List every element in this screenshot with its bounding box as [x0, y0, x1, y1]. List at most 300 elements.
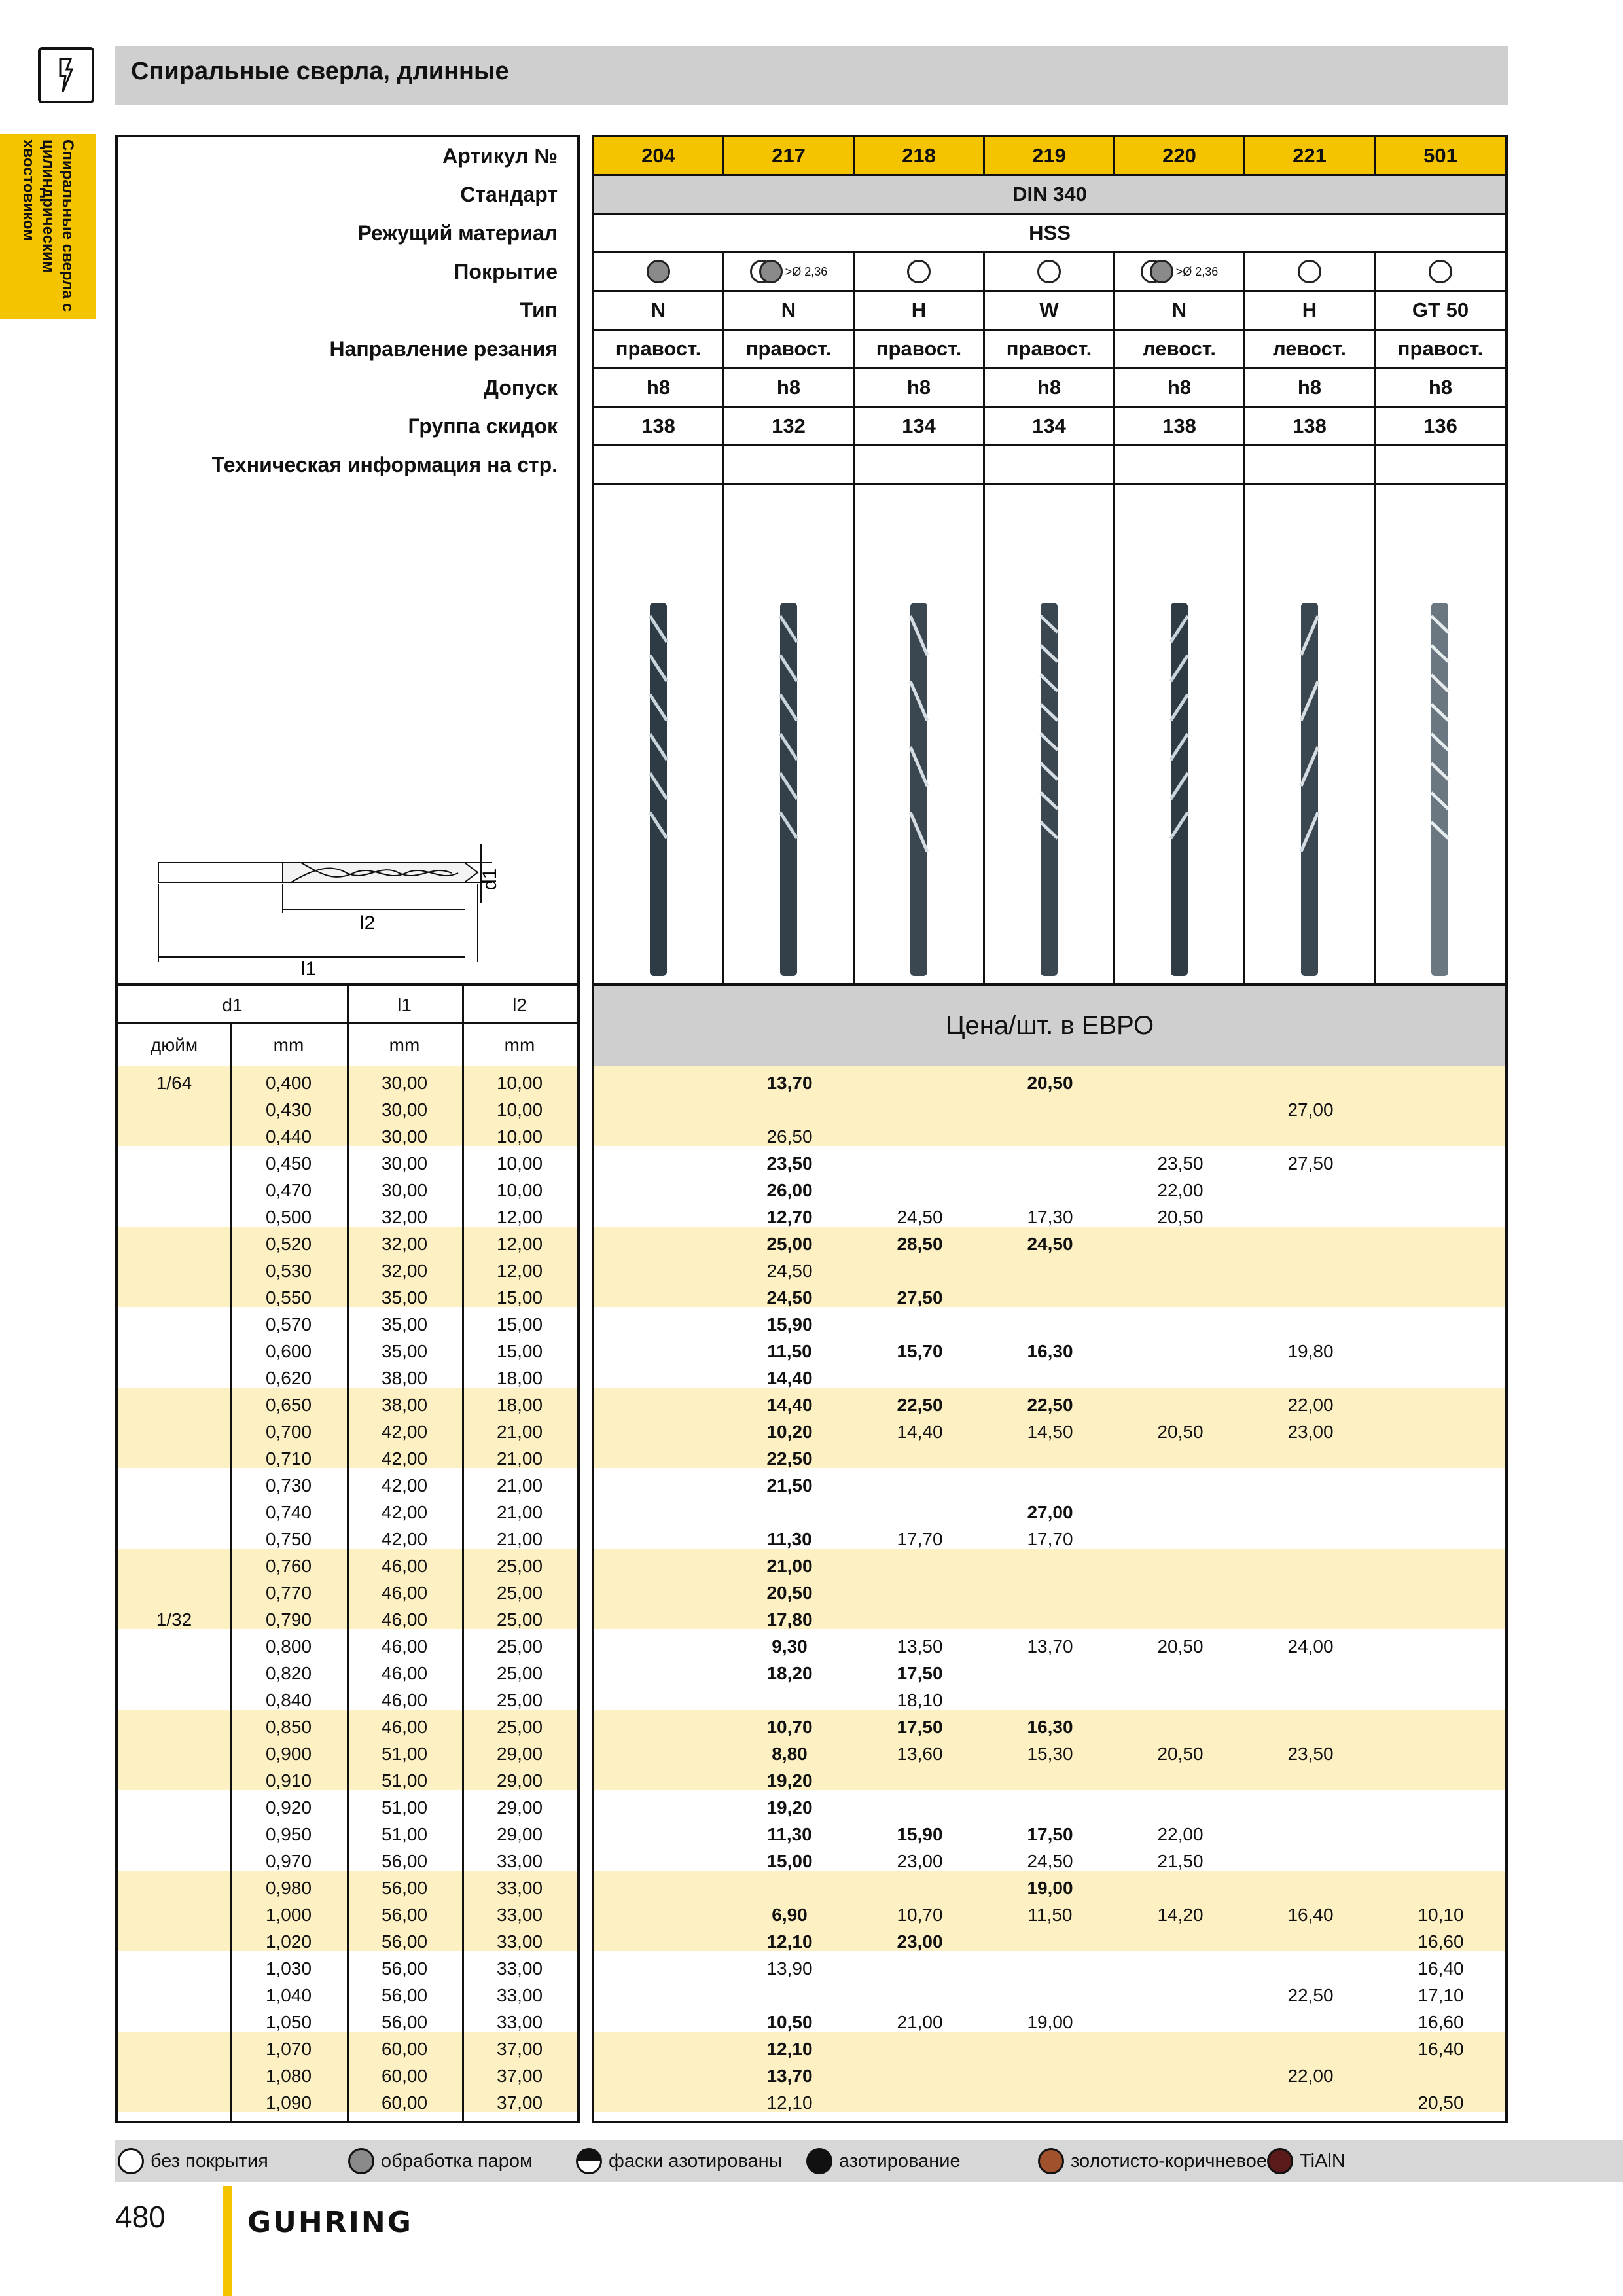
label-type: Тип — [520, 298, 558, 322]
price-cell[interactable]: 19,00 — [1027, 1878, 1073, 1898]
cell-l1: 32,00 — [381, 1261, 428, 1281]
cell-l1: 56,00 — [381, 1958, 428, 1979]
table-row — [118, 2036, 577, 2062]
cell-l2: 25,00 — [496, 1636, 543, 1657]
price-cell[interactable]: 20,50 — [766, 1583, 813, 1603]
price-cell[interactable]: 10,70 — [766, 1717, 813, 1737]
tialn-coating-icon — [1267, 2148, 1293, 2174]
price-cell[interactable]: 24,50 — [1027, 1234, 1073, 1254]
price-cell[interactable]: 13,70 — [1027, 1636, 1073, 1657]
table-row — [118, 1418, 577, 1445]
cell-d: 1,000 — [265, 1905, 312, 1925]
mm-unit-header: mm — [389, 1034, 420, 1055]
table-row — [118, 1472, 577, 1499]
price-cell[interactable]: 12,10 — [766, 2092, 813, 2113]
table-row — [118, 1955, 577, 1982]
cell-d: 0,470 — [265, 1180, 312, 1200]
price-cell[interactable]: 16,60 — [1418, 1931, 1464, 1952]
price-cell[interactable]: 20,50 — [1418, 2092, 1464, 2113]
price-cell[interactable]: 17,50 — [897, 1717, 943, 1737]
mm-unit-header: mm — [504, 1034, 535, 1055]
cell-l1: 56,00 — [381, 2012, 428, 2032]
cell-l2: 10,00 — [496, 1073, 543, 1093]
table-row — [118, 1660, 577, 1687]
table-row — [118, 1150, 577, 1177]
drill-image-icon[interactable] — [855, 485, 983, 983]
drill-image-icon[interactable] — [1376, 485, 1504, 983]
price-row — [594, 2009, 1505, 2036]
inch-unit-header: дюйм — [150, 1034, 198, 1055]
price-cell[interactable]: 20,50 — [1157, 1744, 1204, 1764]
article-cell[interactable]: 219 — [985, 137, 1115, 174]
price-cell[interactable]: 27,50 — [897, 1287, 943, 1308]
table-row — [118, 2089, 577, 2116]
table-row — [118, 1606, 577, 1633]
price-row — [594, 1230, 1505, 1257]
article-cell[interactable]: 204 — [594, 137, 724, 174]
price-cell[interactable]: 17,70 — [1027, 1529, 1073, 1549]
table-row — [118, 1123, 577, 1150]
cell-l2: 10,00 — [496, 1100, 543, 1120]
table-row — [118, 1365, 577, 1391]
cell-l1: 51,00 — [381, 1797, 428, 1818]
legend-label: фаски азотированы — [609, 2150, 783, 2172]
price-cell[interactable]: 21,50 — [1157, 1851, 1204, 1871]
price-row — [594, 1633, 1505, 1660]
cell-l1: 46,00 — [381, 1609, 428, 1630]
price-cell[interactable]: 22,50 — [1027, 1395, 1073, 1415]
cell-l2: 29,00 — [496, 1797, 543, 1818]
cell-d: 1,030 — [265, 1958, 312, 1979]
nitrided-chamfer-icon — [576, 2148, 602, 2174]
cell-l2: 33,00 — [496, 1878, 543, 1898]
cell-l2: 12,00 — [496, 1234, 543, 1254]
price-row — [594, 1713, 1505, 1740]
cell-l1: 56,00 — [381, 1931, 428, 1952]
cell-l1: 46,00 — [381, 1556, 428, 1576]
tolerance-cell: h8 — [1428, 376, 1453, 399]
d1-header: d1 — [222, 994, 243, 1015]
price-cell[interactable]: 28,50 — [897, 1234, 943, 1254]
price-cell[interactable]: 9,30 — [772, 1636, 808, 1657]
dimension-table — [115, 1066, 580, 2123]
uncoated-icon — [1298, 260, 1321, 283]
price-cell[interactable]: 17,80 — [766, 1609, 813, 1630]
price-cell[interactable]: 16,40 — [1418, 2039, 1464, 2059]
discount-cell: 138 — [1115, 408, 1245, 444]
cell-l2: 21,00 — [496, 1448, 543, 1469]
cell-l2: 33,00 — [496, 1958, 543, 1979]
discount-cell: 136 — [1423, 414, 1457, 437]
tolerance-cell: h8 — [724, 369, 855, 406]
label-direction: Направление резания — [329, 337, 558, 361]
footer-accent-bar — [223, 2186, 232, 2296]
steam-coating-icon — [1150, 260, 1173, 283]
price-cell[interactable]: 21,50 — [766, 1475, 813, 1496]
price-cell[interactable]: 27,00 — [1027, 1502, 1073, 1522]
price-row — [594, 1687, 1505, 1713]
price-cell[interactable]: 12,10 — [766, 2039, 813, 2059]
table-row — [118, 1177, 577, 1204]
drill-image-icon[interactable] — [594, 485, 722, 983]
price-row — [594, 1579, 1505, 1606]
price-cell[interactable]: 14,20 — [1157, 1905, 1204, 1925]
drill-image-icon[interactable] — [985, 485, 1113, 983]
legend-item — [576, 2140, 783, 2182]
cell-l2: 33,00 — [496, 2012, 543, 2032]
price-cell[interactable]: 11,50 — [1027, 1905, 1073, 1925]
table-row — [118, 1740, 577, 1767]
table-row — [118, 1391, 577, 1418]
cell-l2: 12,00 — [496, 1207, 543, 1227]
price-cell[interactable]: 22,00 — [1287, 2066, 1334, 2086]
cell-l1: 32,00 — [381, 1234, 428, 1254]
price-cell[interactable]: 14,50 — [1027, 1422, 1073, 1442]
table-row — [118, 1204, 577, 1230]
cell-l1: 30,00 — [381, 1153, 428, 1174]
table-row — [118, 1069, 577, 1096]
price-cell[interactable]: 18,20 — [766, 1663, 813, 1683]
table-row — [118, 1767, 577, 1794]
table-row — [118, 1257, 577, 1284]
cell-d: 0,710 — [265, 1448, 312, 1469]
price-row — [594, 1123, 1505, 1150]
cell-d: 0,950 — [265, 1824, 312, 1844]
price-cell[interactable]: 10,10 — [1418, 1905, 1464, 1925]
price-row — [594, 1982, 1505, 2009]
cell-l2: 18,00 — [496, 1395, 543, 1415]
price-cell[interactable]: 22,00 — [1287, 1395, 1334, 1415]
price-cell[interactable]: 17,50 — [897, 1663, 943, 1683]
cell-d: 0,450 — [265, 1153, 312, 1174]
price-row — [594, 1177, 1505, 1204]
cell-l1: 30,00 — [381, 1100, 428, 1120]
drill-logo-icon — [38, 47, 94, 103]
price-cell[interactable]: 15,90 — [897, 1824, 943, 1844]
price-cell[interactable]: 21,00 — [766, 1556, 813, 1576]
direction-cell: правост. — [594, 331, 724, 367]
dimension-header — [115, 986, 580, 1068]
price-row — [594, 1660, 1505, 1687]
table-row — [118, 1230, 577, 1257]
table-row — [118, 1928, 577, 1955]
steam-treatment-icon — [348, 2148, 374, 2174]
cell-d: 0,550 — [265, 1287, 312, 1308]
cell-d: 0,770 — [265, 1583, 312, 1603]
price-row — [594, 1848, 1505, 1874]
direction-row — [594, 331, 1505, 369]
table-row — [118, 1445, 577, 1472]
table-row — [118, 1874, 577, 1901]
price-cell[interactable]: 14,40 — [766, 1395, 813, 1415]
price-cell[interactable]: 13,60 — [897, 1744, 943, 1764]
price-cell[interactable]: 16,30 — [1027, 1717, 1073, 1737]
cell-d: 0,530 — [265, 1261, 312, 1281]
price-cell[interactable]: 25,00 — [766, 1234, 813, 1254]
price-cell[interactable]: 21,00 — [897, 2012, 943, 2032]
table-row — [118, 1982, 577, 2009]
cell-d: 0,520 — [265, 1234, 312, 1254]
uncoated-icon — [1037, 260, 1061, 283]
price-cell[interactable]: 22,50 — [897, 1395, 943, 1415]
direction-cell: правост. — [855, 331, 985, 367]
table-row — [118, 1713, 577, 1740]
table-row — [118, 1311, 577, 1338]
cell-inch: 1/32 — [156, 1609, 192, 1630]
price-cell[interactable]: 20,50 — [1157, 1636, 1204, 1657]
label-discount-group: Группа скидок — [408, 414, 558, 438]
price-row — [594, 1606, 1505, 1633]
price-cell[interactable]: 15,90 — [766, 1314, 813, 1335]
price-cell[interactable]: 8,80 — [772, 1744, 808, 1764]
tolerance-cell: h8 — [1115, 369, 1245, 406]
cell-d: 0,920 — [265, 1797, 312, 1818]
price-cell[interactable]: 11,50 — [767, 1341, 812, 1361]
price-row — [594, 1955, 1505, 1982]
price-cell[interactable]: 19,20 — [766, 1770, 813, 1791]
table-row — [118, 1552, 577, 1579]
price-row — [594, 1928, 1505, 1955]
direction-cell: правост. — [985, 331, 1115, 367]
price-cell[interactable]: 24,50 — [897, 1207, 943, 1227]
tech-info-row — [594, 446, 1505, 485]
price-cell[interactable]: 19,20 — [766, 1797, 813, 1818]
cell-d: 0,730 — [265, 1475, 312, 1496]
cell-l1: 42,00 — [381, 1502, 428, 1522]
table-row — [118, 2009, 577, 2036]
price-row — [594, 1365, 1505, 1391]
gold-brown-coating-icon — [1038, 2148, 1064, 2174]
table-row — [118, 1338, 577, 1365]
price-cell[interactable]: 23,50 — [1157, 1153, 1204, 1174]
price-cell[interactable]: 15,30 — [1027, 1744, 1073, 1764]
direction-cell: левост. — [1115, 331, 1245, 367]
price-cell[interactable]: 22,50 — [1287, 1985, 1334, 2005]
discount-cell: 132 — [724, 408, 855, 444]
drill-image-icon[interactable] — [1115, 485, 1243, 983]
cell-l1: 42,00 — [381, 1422, 428, 1442]
standard-row — [594, 176, 1505, 215]
article-cell[interactable]: 217 — [724, 137, 855, 174]
price-cell[interactable]: 27,50 — [1287, 1153, 1334, 1174]
legend-item — [806, 2140, 961, 2182]
price-cell[interactable]: 17,50 — [1027, 1824, 1073, 1844]
article-cell[interactable]: 501 — [1423, 144, 1457, 167]
coating-legend — [115, 2140, 1623, 2182]
cell-l1: 60,00 — [381, 2039, 428, 2059]
mm-unit-header: mm — [273, 1034, 304, 1055]
page-title: Спиральные сверла, длинные — [131, 58, 509, 85]
cell-l2: 12,00 — [496, 1261, 543, 1281]
type-cell: GT 50 — [1412, 298, 1469, 321]
price-cell[interactable]: 18,10 — [897, 1690, 943, 1710]
price-cell[interactable]: 24,50 — [1027, 1851, 1073, 1871]
table-row — [118, 1901, 577, 1928]
price-row — [594, 1445, 1505, 1472]
tolerance-cell: h8 — [855, 369, 985, 406]
price-cell[interactable]: 15,00 — [766, 1851, 813, 1871]
cell-l2: 25,00 — [496, 1556, 543, 1576]
price-cell[interactable]: 19,00 — [1027, 2012, 1073, 2032]
cell-l2: 25,00 — [496, 1583, 543, 1603]
price-cell[interactable]: 12,70 — [766, 1207, 813, 1227]
price-row — [594, 1150, 1505, 1177]
properties-label-panel — [115, 135, 580, 986]
drill-image-icon[interactable] — [724, 485, 853, 983]
cell-l2: 37,00 — [496, 2092, 543, 2113]
price-cell[interactable]: 23,50 — [1287, 1744, 1334, 1764]
cell-l2: 15,00 — [496, 1341, 543, 1361]
table-row — [118, 2062, 577, 2089]
cell-d: 0,760 — [265, 1556, 312, 1576]
table-row — [118, 1794, 577, 1821]
cell-l2: 10,00 — [496, 1180, 543, 1200]
direction-cell: левост. — [1245, 331, 1376, 367]
cell-d: 1,050 — [265, 2012, 312, 2032]
coating-diameter-note: >Ø 2,36 — [785, 265, 828, 278]
cell-d: 0,440 — [265, 1126, 312, 1147]
price-cell[interactable]: 13,50 — [897, 1636, 943, 1657]
price-cell[interactable]: 16,40 — [1287, 1905, 1334, 1925]
price-cell[interactable]: 26,50 — [766, 1126, 813, 1147]
price-row — [594, 1338, 1505, 1365]
cell-d: 0,980 — [265, 1878, 312, 1898]
discount-row — [594, 408, 1505, 446]
price-cell[interactable]: 16,30 — [1027, 1341, 1073, 1361]
uncoated-icon — [118, 2148, 144, 2174]
price-row — [594, 1069, 1505, 1096]
type-cell: H — [1245, 292, 1376, 329]
price-cell[interactable]: 16,40 — [1418, 1958, 1464, 1979]
nitrided-icon — [806, 2148, 832, 2174]
cell-l2: 25,00 — [496, 1663, 543, 1683]
cell-l1: 42,00 — [381, 1475, 428, 1496]
table-row — [118, 1633, 577, 1660]
table-row — [118, 1687, 577, 1713]
article-cell[interactable]: 218 — [855, 137, 985, 174]
drill-dimension-diagram — [157, 844, 524, 975]
price-cell[interactable]: 23,50 — [766, 1153, 813, 1174]
material-value: HSS — [1029, 221, 1071, 244]
table-row — [118, 1821, 577, 1848]
label-coating: Покрытие — [454, 260, 558, 283]
table-row — [118, 1848, 577, 1874]
cell-d: 0,570 — [265, 1314, 312, 1335]
cell-l2: 33,00 — [496, 1931, 543, 1952]
price-row — [594, 1901, 1505, 1928]
cell-l2: 21,00 — [496, 1422, 543, 1442]
cell-l1: 30,00 — [381, 1126, 428, 1147]
price-cell[interactable]: 22,00 — [1157, 1824, 1204, 1844]
price-cell[interactable]: 10,50 — [766, 2012, 813, 2032]
price-cell[interactable]: 16,60 — [1418, 2012, 1464, 2032]
price-cell[interactable]: 22,50 — [766, 1448, 813, 1469]
legend-label: азотирование — [839, 2150, 961, 2172]
drill-image-icon[interactable] — [1245, 485, 1374, 983]
price-cell[interactable]: 15,70 — [897, 1341, 943, 1361]
price-cell[interactable]: 10,20 — [766, 1422, 813, 1442]
price-cell[interactable]: 17,70 — [897, 1529, 943, 1549]
cell-d: 0,740 — [265, 1502, 312, 1522]
price-cell[interactable]: 17,10 — [1418, 1985, 1464, 2005]
price-cell[interactable]: 13,70 — [766, 2066, 813, 2086]
type-cell: N — [724, 292, 855, 329]
cell-d: 0,430 — [265, 1100, 312, 1120]
price-header: Цена/шт. в ЕВРО — [592, 986, 1508, 1068]
cell-l1: 56,00 — [381, 1851, 428, 1871]
type-row — [594, 292, 1505, 331]
price-cell[interactable]: 23,00 — [897, 1931, 943, 1952]
cell-l2: 21,00 — [496, 1502, 543, 1522]
cell-l2: 33,00 — [496, 1851, 543, 1871]
cell-l1: 38,00 — [381, 1395, 428, 1415]
cell-l2: 37,00 — [496, 2066, 543, 2086]
price-cell[interactable]: 14,40 — [766, 1368, 813, 1388]
price-cell[interactable]: 23,00 — [1287, 1422, 1334, 1442]
article-cell[interactable]: 220 — [1115, 137, 1245, 174]
price-row — [594, 1740, 1505, 1767]
type-cell: H — [855, 292, 985, 329]
price-cell[interactable]: 11,30 — [767, 1529, 812, 1549]
cell-d: 0,500 — [265, 1207, 312, 1227]
price-cell[interactable]: 14,40 — [897, 1422, 943, 1442]
price-cell[interactable]: 11,30 — [767, 1824, 812, 1844]
price-cell[interactable]: 26,00 — [766, 1180, 813, 1200]
article-cell[interactable]: 221 — [1245, 137, 1376, 174]
price-cell[interactable]: 20,50 — [1027, 1073, 1073, 1093]
price-row — [594, 1767, 1505, 1794]
cell-l1: 30,00 — [381, 1180, 428, 1200]
material-row — [594, 215, 1505, 253]
price-cell[interactable]: 19,80 — [1287, 1341, 1334, 1361]
price-cell[interactable]: 22,00 — [1157, 1180, 1204, 1200]
cell-l1: 35,00 — [381, 1287, 428, 1308]
label-material: Режущий материал — [357, 221, 558, 245]
cell-l2: 25,00 — [496, 1717, 543, 1737]
cell-l2: 21,00 — [496, 1529, 543, 1549]
price-cell[interactable]: 24,00 — [1287, 1636, 1334, 1657]
cell-d: 0,910 — [265, 1770, 312, 1791]
cell-l2: 15,00 — [496, 1287, 543, 1308]
price-cell[interactable]: 20,50 — [1157, 1207, 1204, 1227]
diagram-l2-label: l2 — [360, 912, 376, 934]
cell-l1: 60,00 — [381, 2066, 428, 2086]
cell-l2: 10,00 — [496, 1126, 543, 1147]
price-cell[interactable]: 24,50 — [766, 1287, 813, 1308]
cell-l2: 37,00 — [496, 2039, 543, 2059]
discount-cell: 138 — [594, 408, 724, 444]
price-cell[interactable]: 17,30 — [1027, 1207, 1073, 1227]
price-cell[interactable]: 12,10 — [766, 1931, 813, 1952]
price-cell[interactable]: 13,70 — [766, 1073, 813, 1093]
type-cell: N — [594, 292, 724, 329]
price-cell[interactable]: 20,50 — [1157, 1422, 1204, 1442]
price-cell[interactable]: 24,50 — [766, 1261, 813, 1281]
section-tab[interactable] — [0, 134, 96, 319]
price-row — [594, 1552, 1505, 1579]
drill-images-row — [594, 485, 1505, 983]
price-cell[interactable]: 23,00 — [897, 1851, 943, 1871]
cell-l1: 38,00 — [381, 1368, 428, 1388]
cell-l2: 29,00 — [496, 1744, 543, 1764]
legend-label: золотисто-коричневое — [1071, 2150, 1267, 2172]
tolerance-cell: h8 — [594, 369, 724, 406]
price-cell[interactable]: 13,90 — [766, 1958, 813, 1979]
price-cell[interactable]: 10,70 — [897, 1905, 943, 1925]
price-cell[interactable]: 27,00 — [1287, 1100, 1334, 1120]
price-cell[interactable]: 6,90 — [772, 1905, 808, 1925]
label-tech-info: Техническая информация на стр. — [211, 453, 558, 476]
